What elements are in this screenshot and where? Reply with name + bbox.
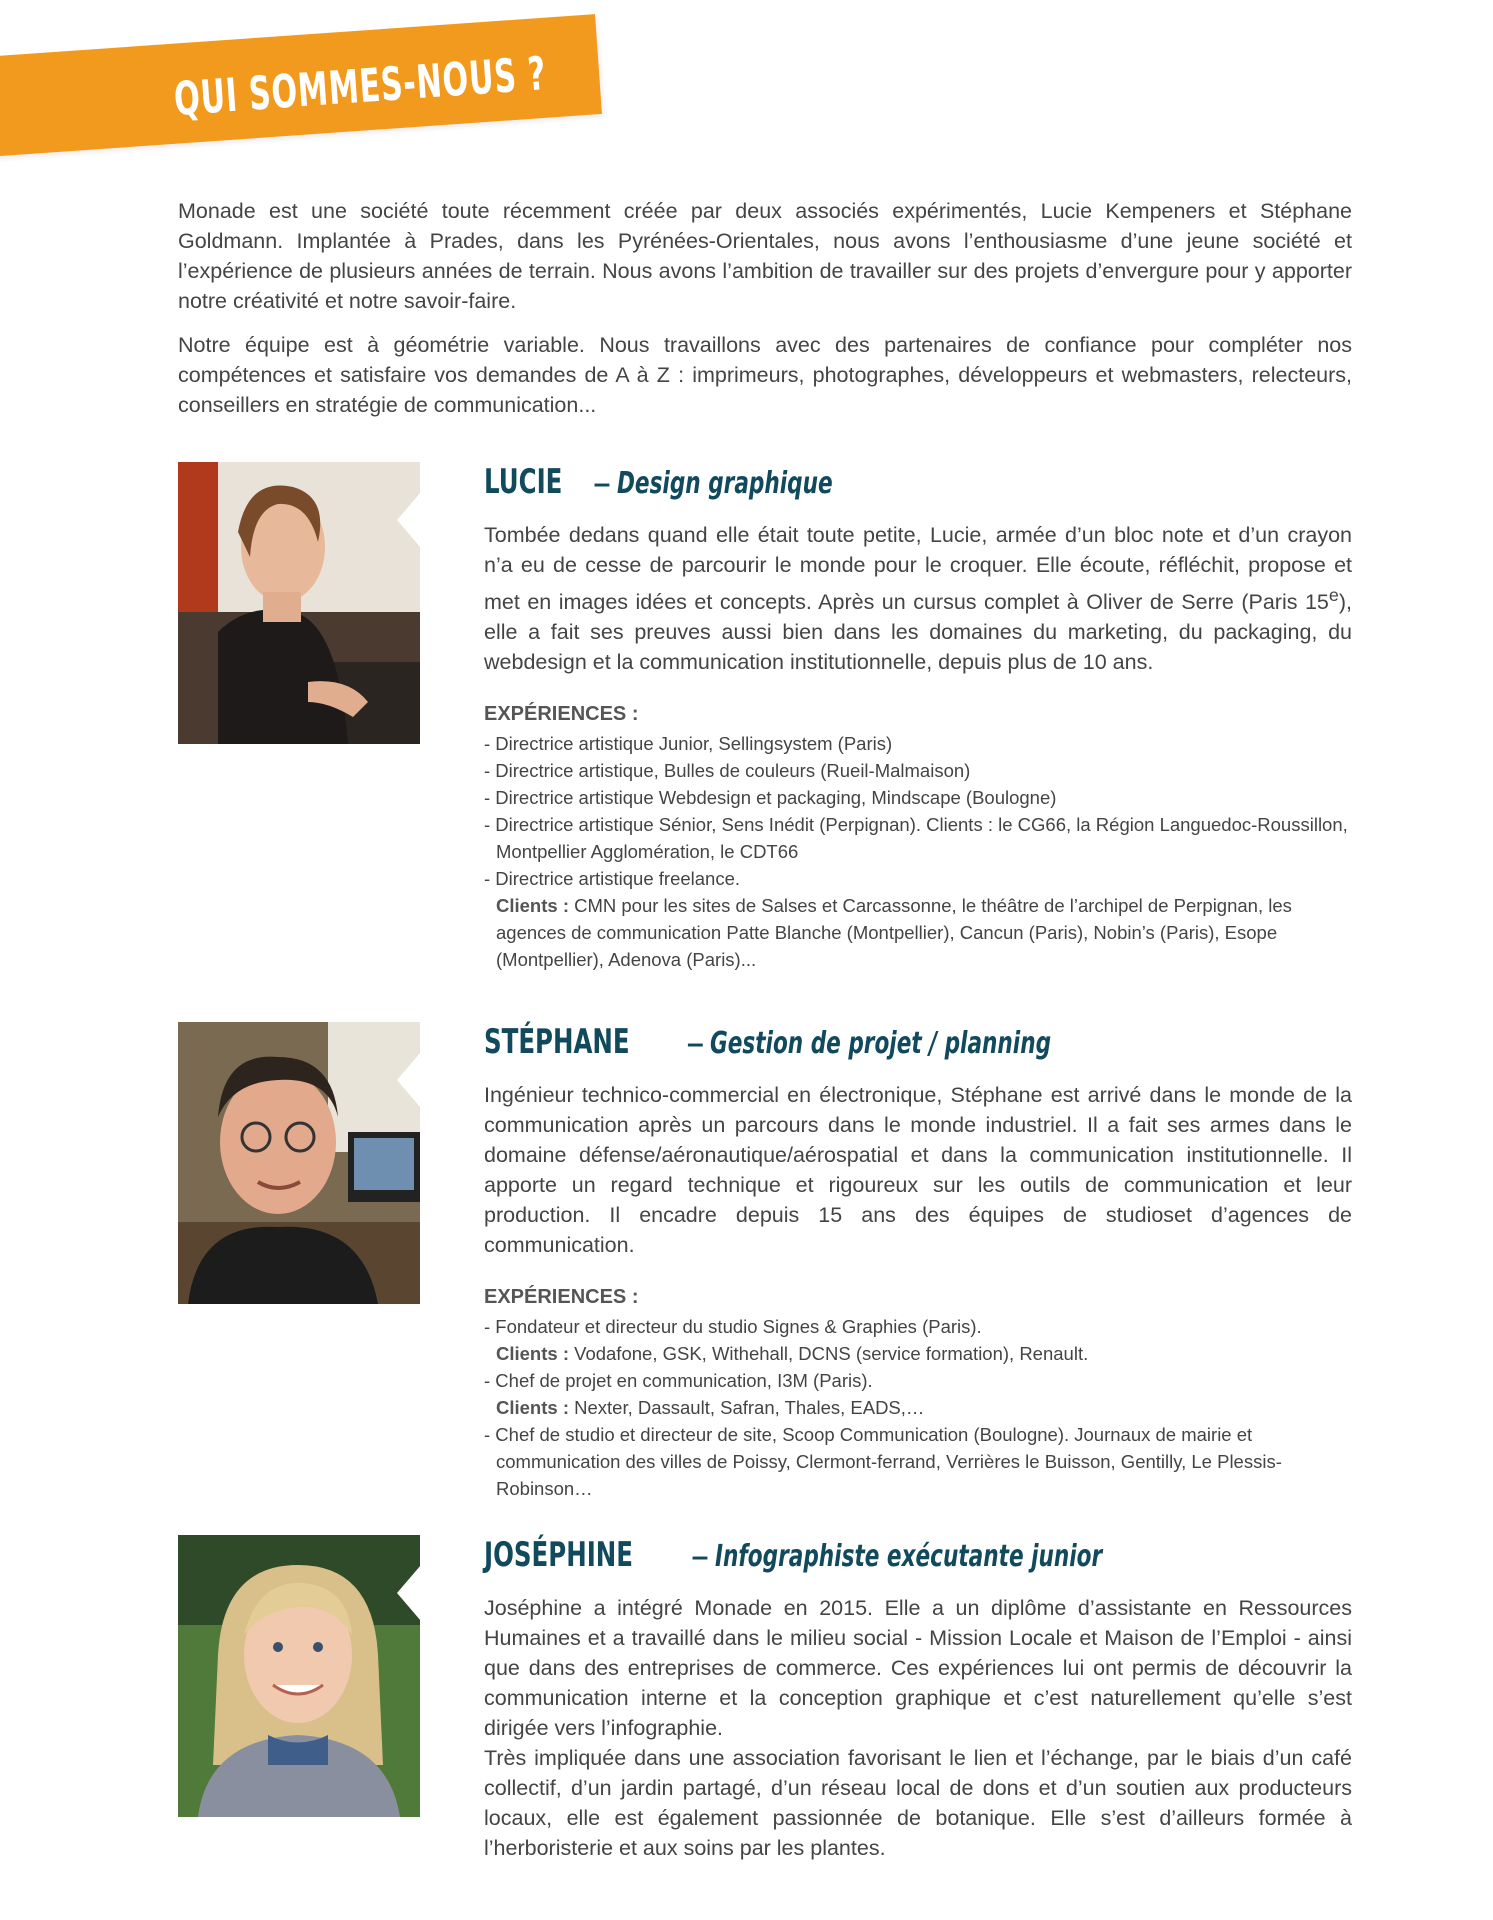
experience-item: - Chef de projet en communication, I3M (Paris). bbox=[484, 1370, 873, 1391]
experience-item: - Fondateur et directeur du studio Signes & Graphies (Paris). bbox=[484, 1316, 982, 1337]
profile-title bbox=[484, 1535, 1352, 1579]
experience-item: - Chef de studio et directeur de site, Scoop Communication (Boulogne). Journaux de mairie et communication des villes de Poissy, Clermont-ferrand, Verrières le Buisson, Gentilly, Le Plessis-Robinson… bbox=[484, 1424, 1282, 1499]
experience-item: - Directrice artistique, Bulles de couleurs (Rueil-Malmaison) bbox=[484, 760, 971, 782]
photo-lucie bbox=[178, 462, 420, 744]
experience-clients bbox=[484, 892, 1352, 973]
profile-role: Infographiste exécutante junior bbox=[715, 1539, 1103, 1574]
profile-bio: Joséphine a intégré Monade en 2015. Elle a un diplôme d’assistante en Ressources Humaines et a travaillé dans le milieu social - Mission Locale et Maison de l’Emploi - ainsi que dans des entreprises de commerce. Ces expériences lui ont permis de découvrir la communication interne et la conception graphique et c’est naturellement qu’elle s’est dirigée vers l’infographie. bbox=[484, 1596, 1352, 1740]
experience-clients bbox=[484, 1394, 1352, 1421]
profile-bio: Ingénieur technico-commercial en électronique, Stéphane est arrivé dans le monde de la communication après un parcours dans le monde industriel. Il a fait ses armes dans le domaine défense/aéronautique/aérospatial et dans la communication institutionnelle. Il apporte un regard technique et rigoureux sur les outils de communication et leur production. Il encadre depuis 15 ans des équipes de studioset d’agences de communication. bbox=[484, 1083, 1352, 1257]
profile-name: STÉPHANE bbox=[484, 1022, 630, 1062]
experience-item: - Directrice artistique Junior, Sellingsystem (Paris) bbox=[484, 733, 893, 755]
experiences-list bbox=[484, 730, 1352, 973]
profile-role: Gestion de projet / planning bbox=[710, 1026, 1052, 1061]
experience-item: - Directrice artistique freelance. bbox=[484, 868, 741, 890]
profile-role: Design graphique bbox=[616, 466, 833, 501]
bio-superscript: e bbox=[1328, 585, 1339, 605]
title-separator: – bbox=[686, 1027, 704, 1060]
experience-item: - Directrice artistique Sénior, Sens Inédit (Perpignan). Clients : le CG66, la Région Languedoc-Roussillon, Montpellier Agglomération, le CDT66 bbox=[484, 814, 1348, 863]
profile-content bbox=[484, 462, 1352, 973]
experiences-heading: EXPÉRIENCES : bbox=[484, 703, 639, 726]
profile-bio: Très impliquée dans une association favorisant le lien et l’échange, par le biais d’un café collectif, d’un jardin partagé, d’un réseau local de dons et d’un soutien aux producteurs locaux, elle est également passionnée de botanique. Elle s’est d’ailleurs formée à l’herboristerie et aux soins par les plantes. bbox=[484, 1746, 1352, 1860]
clients-text: CMN pour les sites de Salses et Carcassonne, le théâtre de l’archipel de Perpignan, les agences de communication Patte Blanche (Montpellier), Cancun (Paris), Nobin’s (Paris), Esope (Montpellier), Adenova (Paris)... bbox=[496, 895, 1292, 971]
photo-stephane bbox=[178, 1022, 420, 1304]
page-title: QUI SOMMES-NOUS ? bbox=[172, 46, 548, 126]
intro-paragraph: Notre équipe est à géométrie variable. Nous travaillons avec des partenaires de confiance pour compléter nos compétences et satisfaire vos demandes de A à Z : imprimeurs, photographes, développeurs et webmasters, relecteurs, conseillers en stratégie de communication... bbox=[178, 333, 1352, 417]
title-separator: – bbox=[691, 1540, 709, 1573]
intro bbox=[178, 196, 1352, 434]
profile-content bbox=[484, 1535, 1352, 1863]
experiences-list bbox=[484, 1313, 1352, 1502]
profile-bio bbox=[484, 520, 1352, 677]
bio-text: ), elle a fait ses preuves aussi bien dans les domaines du marketing, du packaging, du webdesign et la communication institutionnelle, depuis plus de 10 ans. bbox=[484, 590, 1352, 675]
clients-label: Clients : bbox=[496, 895, 569, 917]
clients-text: Vodafone, GSK, Withehall, DCNS (service formation), Renault. bbox=[568, 1343, 1089, 1364]
experiences-heading: EXPÉRIENCES : bbox=[484, 1286, 639, 1308]
intro-paragraph: Monade est une société toute récemment créée par deux associés expérimentés, Lucie Kempeners et Stéphane Goldmann. Implantée à Prades, dans les Pyrénées-Orientales, nous avons l’enthousiasme d’une jeune société et l’expérience de plusieurs années de terrain. Nous avons l’ambition de travailler sur des projets d’envergure pour y apporter notre créativité et notre savoir-faire. bbox=[178, 199, 1352, 313]
profile-title bbox=[484, 1022, 1352, 1066]
clients-label: Clients : bbox=[496, 1343, 569, 1364]
profile-name: JOSÉPHINE bbox=[484, 1535, 634, 1575]
profile-content bbox=[484, 1022, 1352, 1502]
bio-text: Tombée dedans quand elle était toute petite, Lucie, armée d’un bloc note et d’un crayon n’a eu de cesse de parcourir le monde pour le croquer. Elle écoute, réfléchit, propose et met en images idées et concepts. Après un cursus complet à Oliver de Serre (Paris 15 bbox=[484, 523, 1352, 615]
title-separator: – bbox=[593, 467, 611, 500]
clients-text: Nexter, Dassault, Safran, Thales, EADS,… bbox=[568, 1397, 925, 1418]
photo-josephine bbox=[178, 1535, 420, 1817]
experience-item: - Directrice artistique Webdesign et packaging, Mindscape (Boulogne) bbox=[484, 787, 1057, 809]
profile-name: LUCIE bbox=[484, 462, 563, 502]
clients-label: Clients : bbox=[496, 1397, 569, 1418]
experience-clients bbox=[484, 1340, 1352, 1367]
profile-title bbox=[484, 462, 1352, 506]
